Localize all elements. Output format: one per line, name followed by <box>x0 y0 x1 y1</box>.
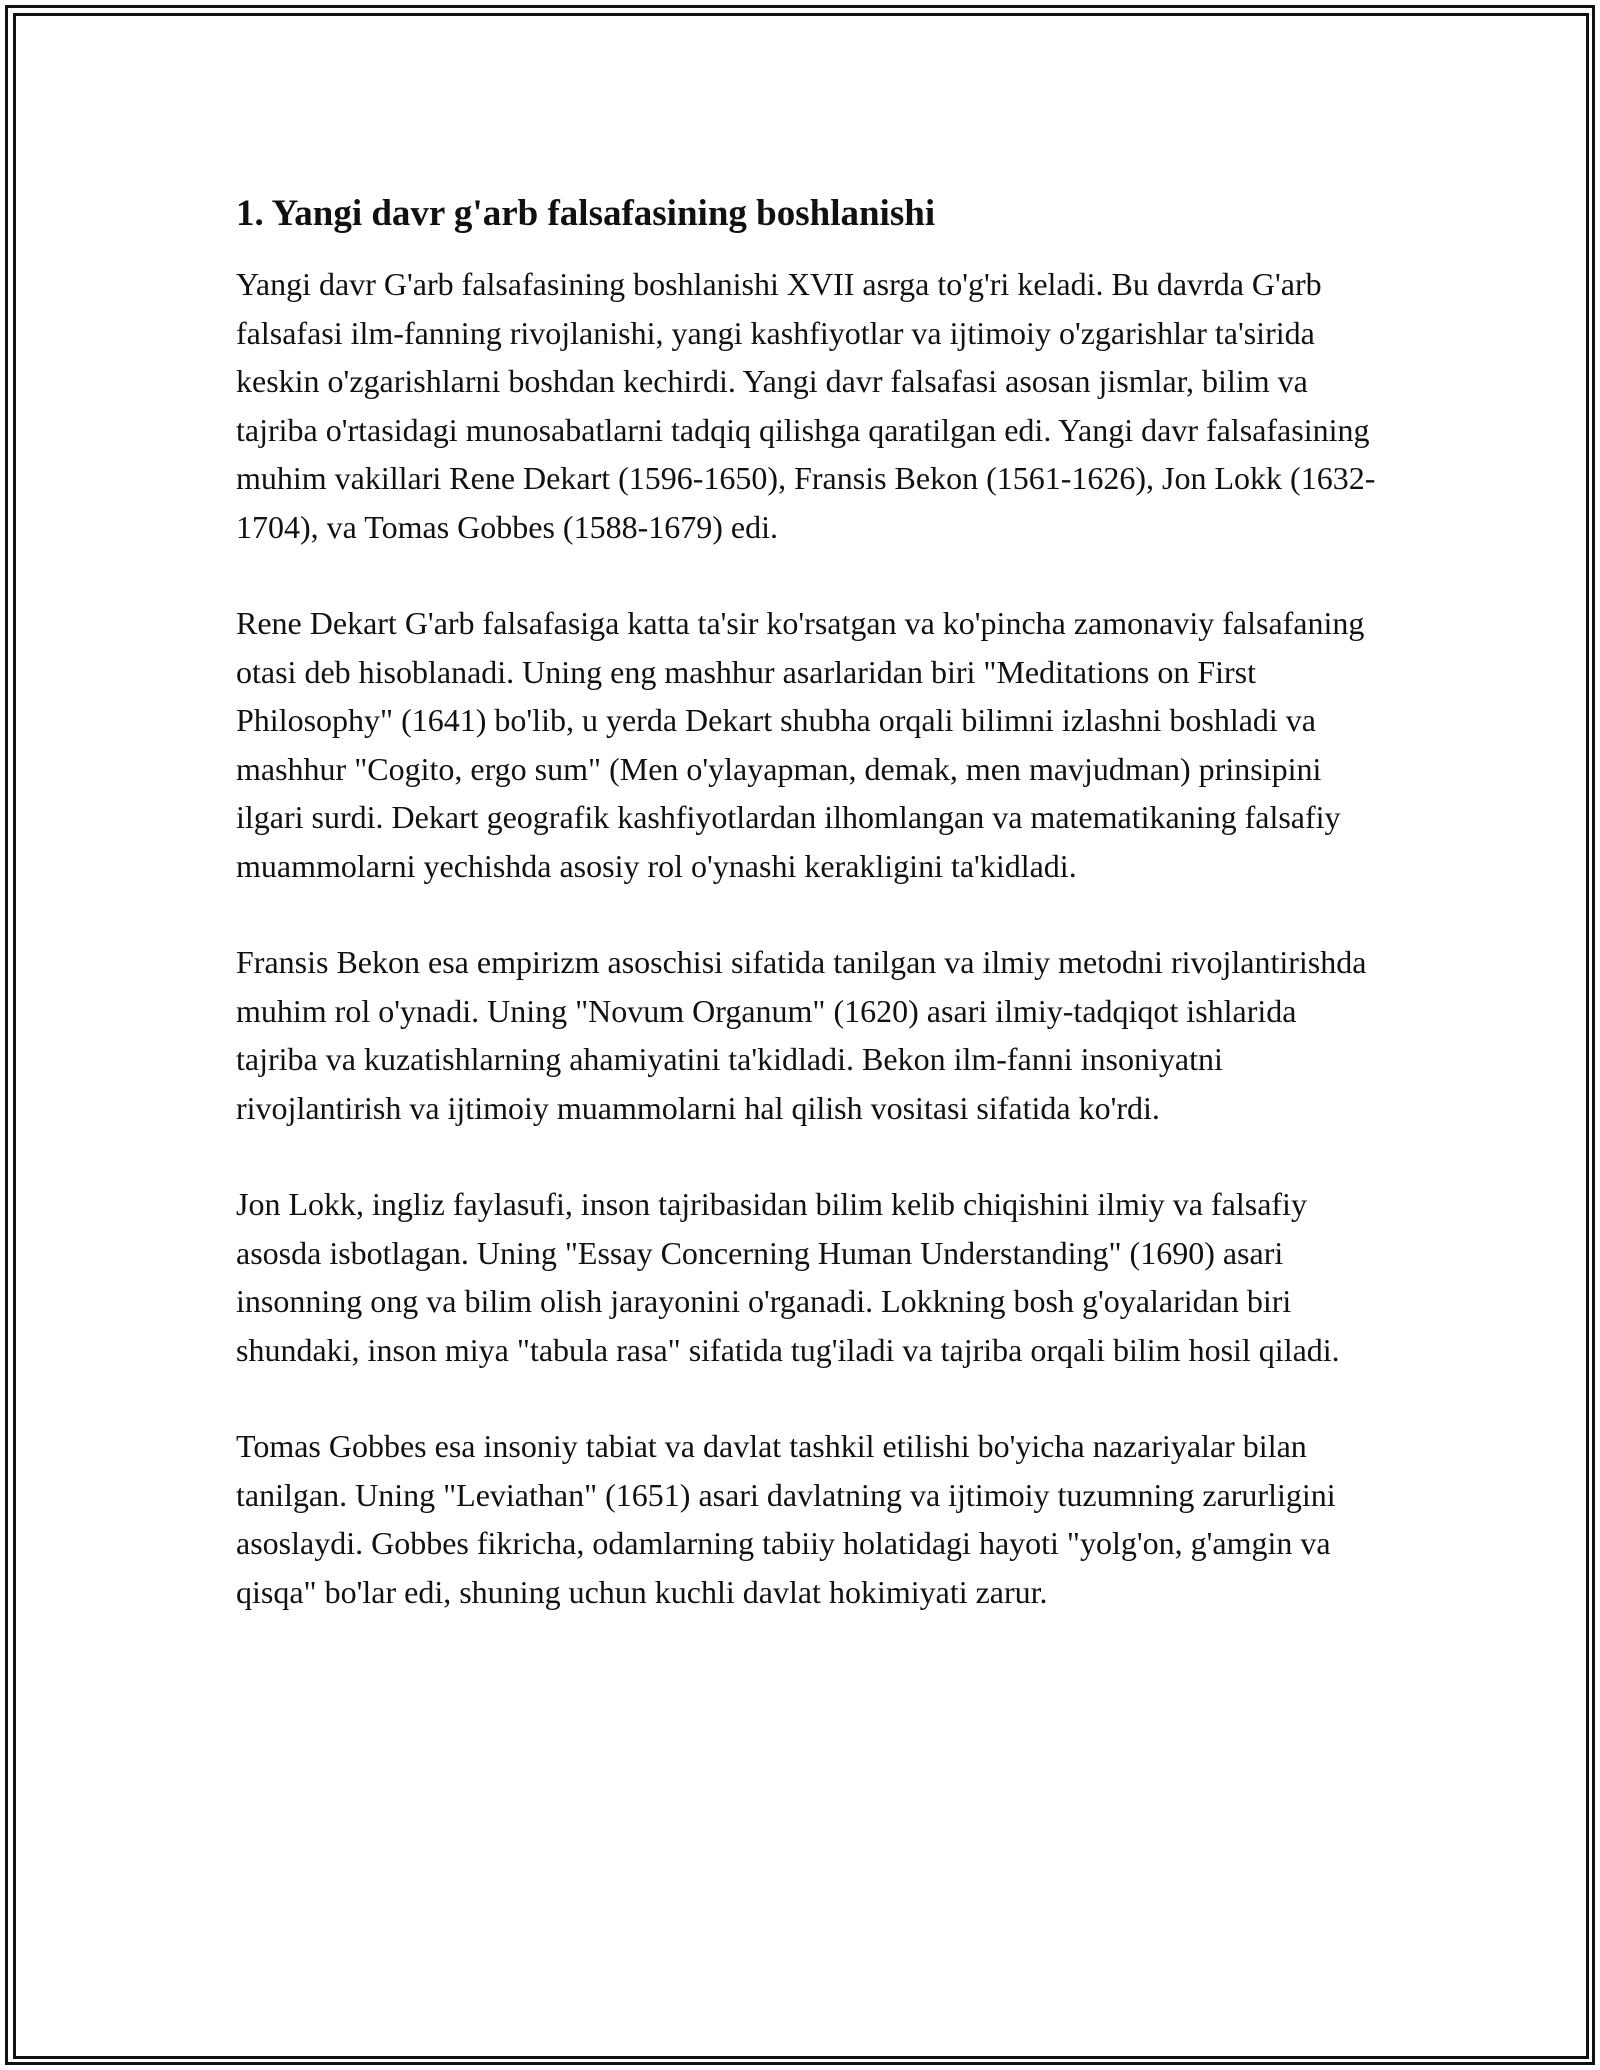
paragraph-bekon: Fransis Bekon esa empirizm asoschisi sifatida tanilgan va ilmiy metodni rivojlantirishda muhim rol o'ynadi. Uning "Novum Organum" (1620) asari ilmiy-tadqiqot ishlarida tajriba va kuzatishlarning ahamiyatini ta'kidladi. Bekon ilm-fanni insoniyatni rivojlantirish va ijtimoiy muammolarni hal qilish vositasi sifatida ko'rdi. <box>236 944 1367 1126</box>
paragraph-gobbes: Tomas Gobbes esa insoniy tabiat va davlat tashkil etilishi bo'yicha nazariyalar bilan tanilgan. Uning "Leviathan" (1651) asari davlatning va ijtimoiy tuzumning zarurligini asoslaydi. Gobbes fikricha, odamlarning tabiiy holatidagi hayoti "yolg'on, g'amgin va qisqa" bo'lar edi, shuning uchun kuchli davlat hokimiyati zarur. <box>236 1428 1336 1610</box>
paragraph-dekart: Rene Dekart G'arb falsafasiga katta ta'sir ko'rsatgan va ko'pincha zamonaviy falsafaning otasi deb hisoblanadi. Uning eng mashhur asarlaridan biri "Meditations on First Philosophy" (1641) bo'lib, u yerda Dekart shubha orqali bilimni izlashni boshladi va mashhur "Cogito, ergo sum" (Men o'ylayapman, demak, men mavjudman) prinsipini ilgari surdi. Dekart geografik kashfiyotlardan ilhomlangan va matematikaning falsafiy muammolarni yechishda asosiy rol o'ynashi kerakligini ta'kidladi. <box>236 605 1365 884</box>
section-heading: 1. Yangi davr g'arb falsafasining boshlanishi <box>236 193 936 234</box>
paragraph-lokk: Jon Lokk, ingliz faylasufi, inson tajribasidan bilim kelib chiqishini ilmiy va falsafiy asosda isbotlagan. Uning "Essay Concerning Human Understanding" (1690) asari insonning ong va bilim olish jarayonini o'rganadi. Lokkning bosh g'oyalaridan biri shundaki, inson miya "tabula rasa" sifatida tug'iladi va tajriba orqali bilim hosil qiladi. <box>236 1186 1340 1368</box>
paragraph-intro: Yangi davr G'arb falsafasining boshlanishi XVII asrga to'g'ri keladi. Bu davrda G'arb falsafasi ilm-fanning rivojlanishi, yangi kashfiyotlar va ijtimoiy o'zgarishlar ta'sirida keskin o'zgarishlarni boshdan kechirdi. Yangi davr falsafasi asosan jismlar, bilim va tajriba o'rtasidagi munosabatlarni tadqiq qilishga qaratilgan edi. Yangi davr falsafasining muhim vakillari Rene Dekart (1596-1650), Fransis Bekon (1561-1626), Jon Lokk (1632-1704), va Tomas Gobbes (1588-1679) edi. <box>236 266 1376 545</box>
document-body <box>236 188 1376 1664</box>
